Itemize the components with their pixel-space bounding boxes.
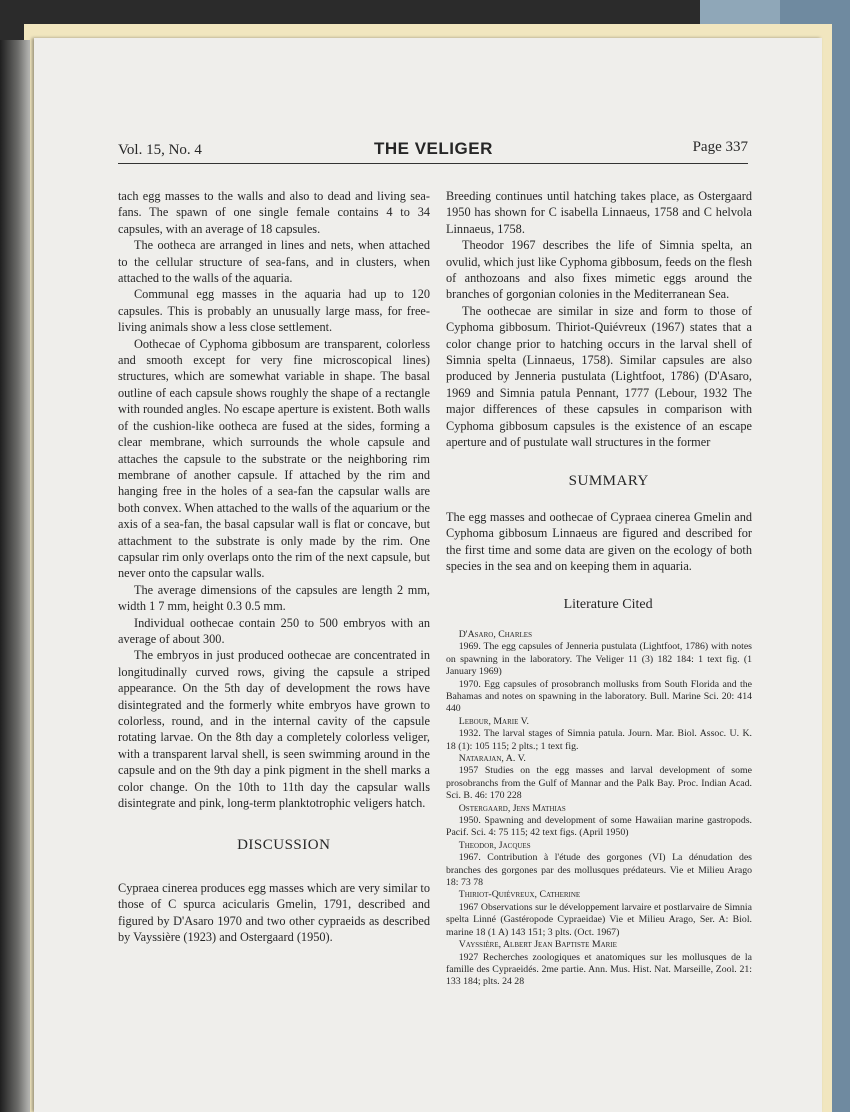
body-paragraph: Communal egg masses in the aquaria had up to 120 capsules. This is probably an unusually large mass, for free-living animals show a less close settlement. xyxy=(118,287,430,335)
reference-entry: 1927 Recherches zoologiques et anatomiques sur les mollusques de la famille des Cypraeidés. 2me partie. Ann. Mus. Hist. Nat. Marseille, Zool. 21: 133 184; plts. 24 28 xyxy=(446,951,752,988)
reference-author: Ostergaard, Jens Mathias xyxy=(458,802,566,814)
summary-paragraph: The egg masses and oothecae of Cypraea cinerea Gmelin and Cyphoma gibbosum Linnaeus are figured and described for the first time and some data are given on the ecology of both species in the sea and on keeping them in aquaria. xyxy=(446,509,752,574)
reference-list xyxy=(446,629,752,989)
body-paragraph: The oothecae are similar in size and form to those of Cyphoma gibbosum. Thiriot-Quiévreux (1967) states that a color change prior to hatching occurs in the larval shell of Simnia spelta (Linnaeus, 1758). Similar capsules are also produced by Jenneria pustulata (Lightfoot, 1786) (D'Asaro, 1969 and Simnia patula Pennant, 1777 (Lebour, 1932 The major differences of these capsules in comparison with Cyphoma gibbosum capsules is the existence of an escape aperture and of pustulate wall structures in the former xyxy=(446,303,752,450)
reference-entry: 1969. The egg capsules of Jenneria pustulata (Lightfoot, 1786) with notes on spawning in the laboratory. The Veliger 11 (3) 182 184: 1 text fig. (1 January 1969) xyxy=(446,641,752,678)
reference-entry: 1957 Studies on the egg masses and larval development of some prosobranchs from the Gulf of Mannar and the Palk Bay. Proc. Indian Acad. Sci. B. 46: 170 228 xyxy=(446,765,752,802)
reference-author: Natarajan, A. V. xyxy=(458,753,526,764)
book-spine xyxy=(0,40,30,1112)
journal-title: THE VELIGER xyxy=(374,139,493,158)
volume-label: Vol. 15, No. 4 xyxy=(118,142,202,158)
page-number: Page 337 xyxy=(692,139,748,155)
body-paragraph: Breeding continues until hatching takes place, as Ostergaard 1950 has shown for C isabella Linnaeus, 1758 and C helvola Linnaeus, 1758. xyxy=(446,189,752,236)
reference-entry: 1970. Egg capsules of prosobranch mollusks from South Florida and the Bahamas and notes on spawning in the laboratory. Bull. Marine Sci. 20: 414 440 xyxy=(446,678,752,715)
summary-heading: SUMMARY xyxy=(568,472,649,489)
body-paragraph: The embryos in just produced oothecae are concentrated in longitudinally curved rows, giving the capsule a striped appearance. On the 5th day of development the rows have disintegrated and the formerly white embryos have grown to colorless, round, and in the internal cavity of the capsule rotating larvae. On the 8th day a completely colorless veliger, with a transparent larval shell, is seen swimming around in the capsule and on the 9th day a pink pigment in the shell marks a color change. On the 10th to 11th day the capsular walls disintegrate and pink, long-term planktotrophic veligers hatch. xyxy=(118,648,430,811)
discussion-paragraph: Cypraea cinerea produces egg masses which are very similar to those of C spurca acicularis Gmelin, 1791, described and figured by D'Asaro 1970 and two other cypraeids as described by Vayssière (1923) and Ostergaard (1950). xyxy=(118,880,430,945)
body-paragraph: The ootheca are arranged in lines and nets, when attached to the cellular structure of sea-fans, and in clusters, when attached to the walls of the aquaria. xyxy=(118,238,430,286)
reference-entry: 1932. The larval stages of Simnia patula. Journ. Mar. Biol. Assoc. U. K. 18 (1): 105 115; 2 plts.; 1 text fig. xyxy=(446,728,752,752)
discussion-heading: DISCUSSION xyxy=(237,837,331,854)
reference-author: Vayssière, Albert Jean Baptiste Marie xyxy=(458,939,617,951)
reference-entry: 1967. Contribution à l'étude des gorgones (VI) La dénudation des branches des gorgones par des mollusques prédateurs. Vie et Milieu Arago 18: 73 78 xyxy=(446,852,752,889)
reference-author: Thiriot-Quiévreux, Catherine xyxy=(458,889,581,901)
reference-entry: 1967 Observations sur le développement larvaire et postlarvaire de Simnia spelta Linné (Gastéropode Cypraeidae) Vie et Milieu Arago, Ser. A: Biol. marine 18 (1 A) 143 151; 3 plts. (Oct. 1967) xyxy=(446,901,752,938)
running-header xyxy=(118,138,748,164)
reference-entry: 1950. Spawning and development of some Hawaiian marine gastropods. Pacif. Sci. 4: 75 115; 42 text figs. (April 1950) xyxy=(446,815,752,839)
reference-author: Lebour, Marie V. xyxy=(458,715,529,727)
reference-author: D'Asaro, Charles xyxy=(458,628,532,640)
reference-author: Theodor, Jacques xyxy=(458,839,531,851)
body-paragraph: tach egg masses to the walls and also to dead and living sea-fans. The spawn of one single female contains 4 to 34 capsules, with an average of 18 capsules. xyxy=(118,189,430,236)
left-column xyxy=(118,188,430,945)
literature-heading: Literature Cited xyxy=(563,596,653,612)
header-rule xyxy=(118,163,748,164)
body-paragraph: The average dimensions of the capsules are length 2 mm, width 1 7 mm, height 0.3 0.5 mm. xyxy=(118,582,430,614)
body-paragraph: Theodor 1967 describes the life of Simnia spelta, an ovulid, which just like Cyphoma gibbosum, feeds on the flesh of anthozoans and also fixes mimetic eggs around the branches of gorgonian colonies in the Mediterranean Sea. xyxy=(446,238,752,302)
body-paragraph: Individual oothecae contain 250 to 500 embryos with an average of about 300. xyxy=(118,615,430,646)
body-paragraph: Oothecae of Cyphoma gibbosum are transparent, colorless and smooth except for very fine microscopical lines) structures, which are somewhat variable in shape. The basal outline of each capsule shows roughly the shape of a rectangle with rounded angles. No escape aperture is existent. Both walls of the cushion-like ootheca are fused at the sides, forming a clear membrane, which surrounds the whole capsule and attaches the capsule to the substrate or the neighboring rim membrane of another capsule. If attached by the rim and hanging free in the holes of a sea-fan the capsular walls are both convex. When attached to the walls of the aquarium or the axis of a sea-fan, the basal capsular wall is flat or concave, but attachment to the substrate is only made by the rim. One capsular rim only overlaps onto the rim of the next capsule, but never onto the capsular walls. xyxy=(118,336,430,581)
right-column xyxy=(446,188,752,989)
